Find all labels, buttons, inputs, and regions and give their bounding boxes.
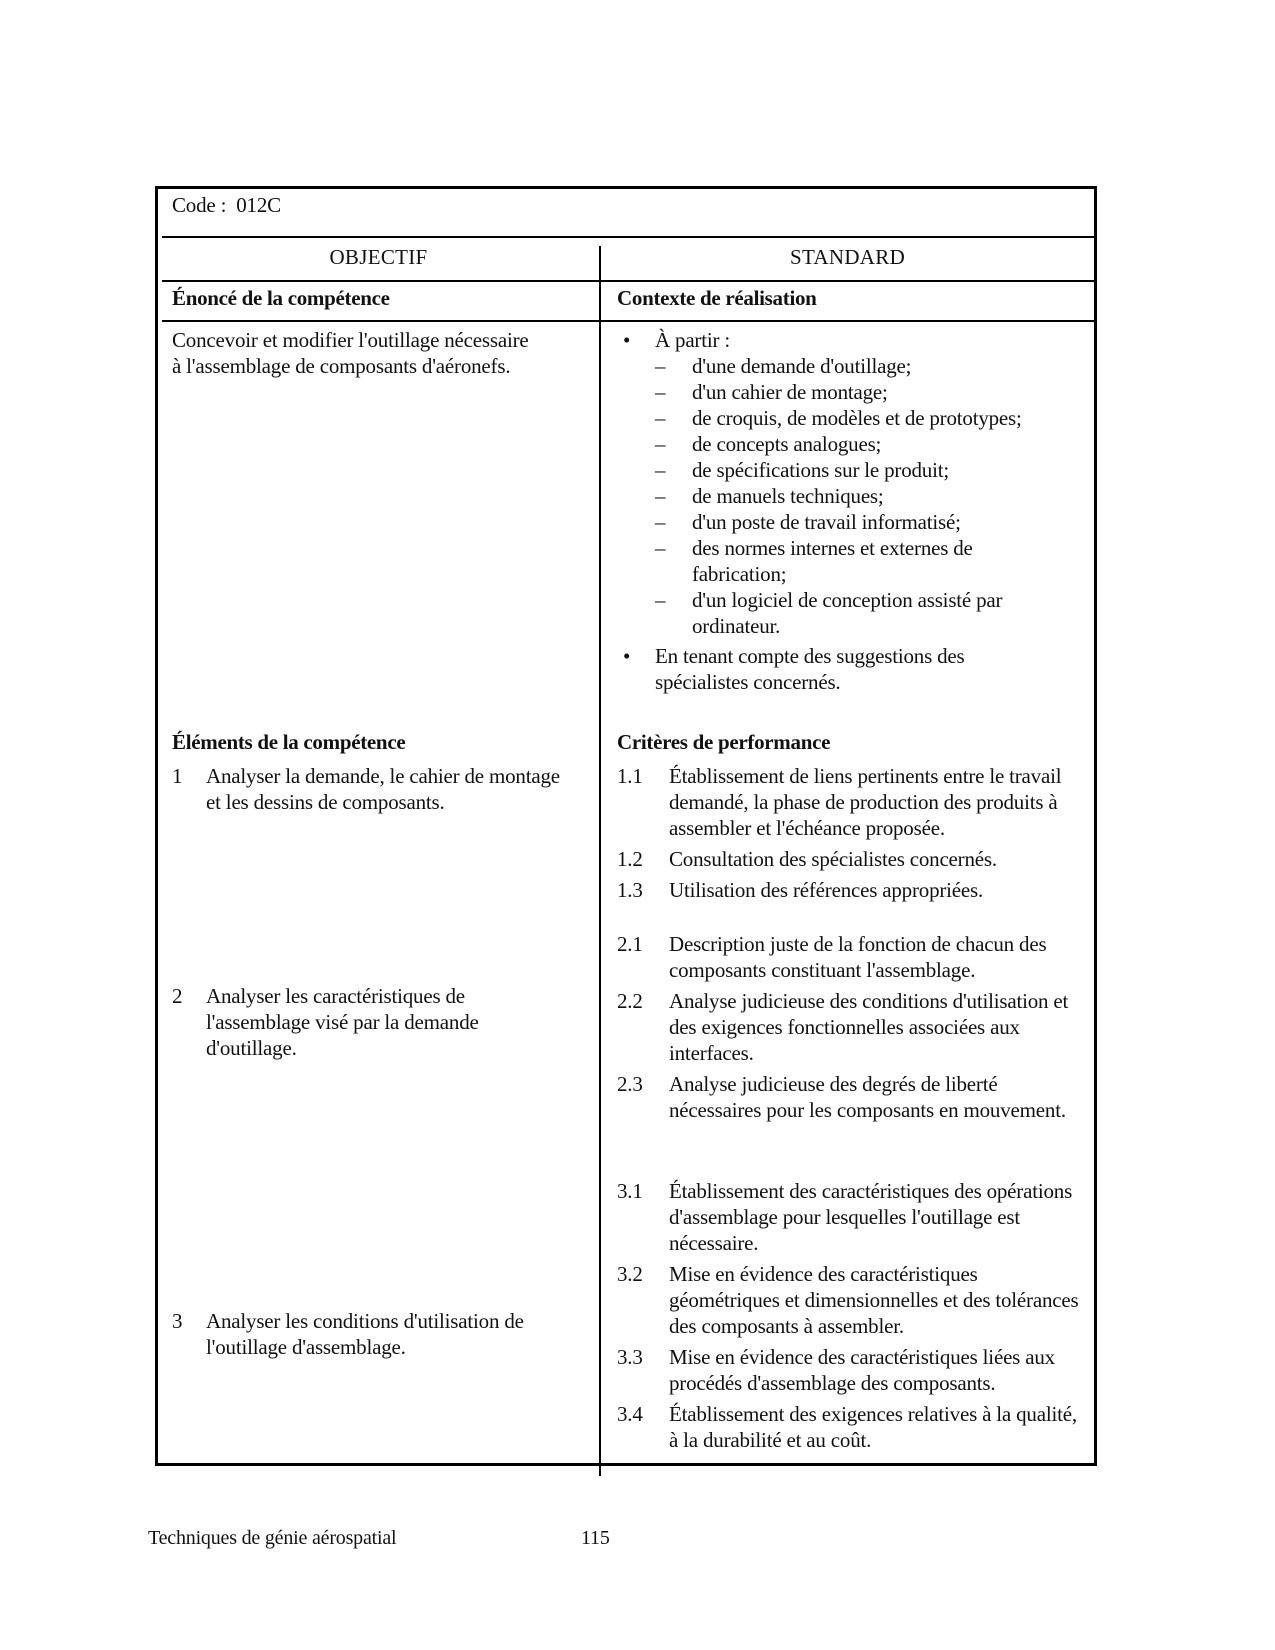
contexte-bullet	[617, 643, 995, 695]
element-text: Analyser les conditions d'utilisation de l'outillage d'assemblage.	[206, 1309, 524, 1359]
criterion-text: Établissement de liens pertinents entre le travail demandé, la phase de production des produits à assembler et l'échéance proposée.	[669, 764, 1062, 840]
elements-title: Éléments de la compétence	[172, 730, 406, 754]
criterion-number: 1.2	[617, 847, 643, 871]
element-item-3	[172, 1308, 596, 1360]
dash-icon: –	[655, 536, 666, 560]
contexte-subitem	[617, 405, 1087, 431]
element-number: 3	[172, 1309, 183, 1333]
criteria-group-2	[617, 931, 1087, 1128]
criterion-1-2	[617, 846, 1087, 872]
element-text: Analyser la demande, le cahier de montage et les dessins de composants.	[206, 764, 560, 814]
criterion-1-3	[617, 877, 1087, 903]
subitem-text: d'un poste de travail informatisé;	[692, 510, 961, 534]
divider-code	[162, 236, 1094, 238]
column-divider	[599, 246, 601, 1476]
dash-icon: –	[655, 510, 666, 534]
criterion-number: 1.3	[617, 878, 643, 902]
criterion-text: Établissement des exigences relatives à la qualité, à la durabilité et au coût.	[669, 1402, 1077, 1452]
contexte-subitem	[617, 483, 1087, 509]
criterion-number: 3.3	[617, 1345, 643, 1369]
contexte-list	[617, 327, 1087, 695]
criterion-number: 3.2	[617, 1262, 643, 1286]
enonce-line: à l'assemblage de composants d'aéronefs.	[172, 354, 511, 378]
code-field	[172, 193, 281, 218]
subitem-text: de spécifications sur le produit;	[692, 458, 949, 482]
criterion-text: Analyse judicieuse des degrés de liberté nécessaires pour les composants en mouvement.	[669, 1072, 1066, 1122]
enonce-line: Concevoir et modifier l'outillage nécessaire	[172, 328, 529, 352]
bullet-icon: •	[623, 328, 631, 352]
criteria-group-3	[617, 1178, 1087, 1458]
contexte-subitem	[617, 353, 1087, 379]
criterion-number: 1.1	[617, 764, 643, 788]
criterion-3-1	[617, 1178, 1084, 1256]
footer-page-number: 115	[581, 1527, 610, 1549]
criterion-3-2	[617, 1261, 1089, 1339]
enonce-text	[172, 327, 582, 379]
contexte-subitem	[617, 509, 1087, 535]
contexte-title: Contexte de réalisation	[617, 286, 817, 310]
criterion-3-3	[617, 1344, 1087, 1396]
divider-headers	[162, 280, 1094, 282]
subitem-text: des normes internes et externes de fabrication;	[692, 536, 973, 586]
subitem-text: de croquis, de modèles et de prototypes;	[692, 406, 1022, 430]
criterion-1-1	[617, 763, 1087, 841]
dash-icon: –	[655, 458, 666, 482]
dash-icon: –	[655, 588, 666, 612]
contexte-subitem	[617, 587, 1052, 639]
dash-icon: –	[655, 432, 666, 456]
bullet-icon: •	[623, 644, 631, 668]
contexte-subitem	[617, 535, 992, 587]
bullet-text: En tenant compte des suggestions des spécialistes concernés.	[655, 644, 965, 694]
criterion-text: Utilisation des références appropriées.	[669, 878, 984, 902]
element-text: Analyser les caractéristiques de l'assemblage visé par la demande d'outillage.	[206, 984, 479, 1060]
criterion-text: Établissement des caractéristiques des opérations d'assemblage pour lesquelles l'outillage est nécessaire.	[669, 1179, 1073, 1255]
dash-icon: –	[655, 406, 666, 430]
subitem-text: d'un cahier de montage;	[692, 380, 888, 404]
criterion-text: Analyse judicieuse des conditions d'utilisation et des exigences fonctionnelles associées aux interfaces.	[669, 989, 1069, 1065]
subitem-text: d'une demande d'outillage;	[692, 354, 912, 378]
footer-program-title: Techniques de génie aérospatial	[148, 1527, 397, 1549]
contexte-bullet	[617, 327, 1087, 353]
criterion-text: Mise en évidence des caractéristiques géométriques et dimensionnelles et des tolérances des composants à assembler.	[669, 1262, 1079, 1338]
element-number: 2	[172, 984, 183, 1008]
subitem-text: d'un logiciel de conception assisté par ordinateur.	[692, 588, 1003, 638]
criterion-number: 3.4	[617, 1402, 643, 1426]
subitem-text: de concepts analogues;	[692, 432, 882, 456]
criterion-3-4	[617, 1401, 1087, 1453]
bullet-text: À partir :	[655, 328, 730, 352]
contexte-subitem	[617, 431, 1087, 457]
criterion-text: Consultation des spécialistes concernés.	[669, 847, 997, 871]
code-label: Code :	[172, 193, 227, 217]
enonce-title: Énoncé de la compétence	[172, 286, 390, 310]
divider-titles	[162, 320, 1094, 322]
criteres-title: Critères de performance	[617, 730, 831, 754]
criterion-number: 2.2	[617, 989, 643, 1013]
criterion-2-2	[617, 988, 1087, 1066]
subitem-text: de manuels techniques;	[692, 484, 884, 508]
contexte-subitem	[617, 457, 1087, 483]
column-header-standard: STANDARD	[789, 245, 906, 269]
criterion-number: 3.1	[617, 1179, 643, 1203]
criteria-group-1	[617, 763, 1087, 908]
criterion-text: Description juste de la fonction de chacun des composants constituant l'assemblage.	[669, 932, 1047, 982]
criterion-text: Mise en évidence des caractéristiques liées aux procédés d'assemblage des composants.	[669, 1345, 1055, 1395]
competency-table	[155, 186, 1097, 1466]
dash-icon: –	[655, 354, 666, 378]
column-header-objectif: OBJECTIF	[329, 245, 428, 269]
element-number: 1	[172, 764, 183, 788]
contexte-subitem	[617, 379, 1087, 405]
code-value: 012C	[236, 193, 281, 217]
dash-icon: –	[655, 380, 666, 404]
criterion-2-1	[617, 931, 1079, 983]
criterion-number: 2.1	[617, 932, 643, 956]
dash-icon: –	[655, 484, 666, 508]
element-item-1	[172, 763, 566, 815]
criterion-2-3	[617, 1071, 1069, 1123]
criterion-number: 2.3	[617, 1072, 643, 1096]
element-item-2	[172, 983, 526, 1061]
